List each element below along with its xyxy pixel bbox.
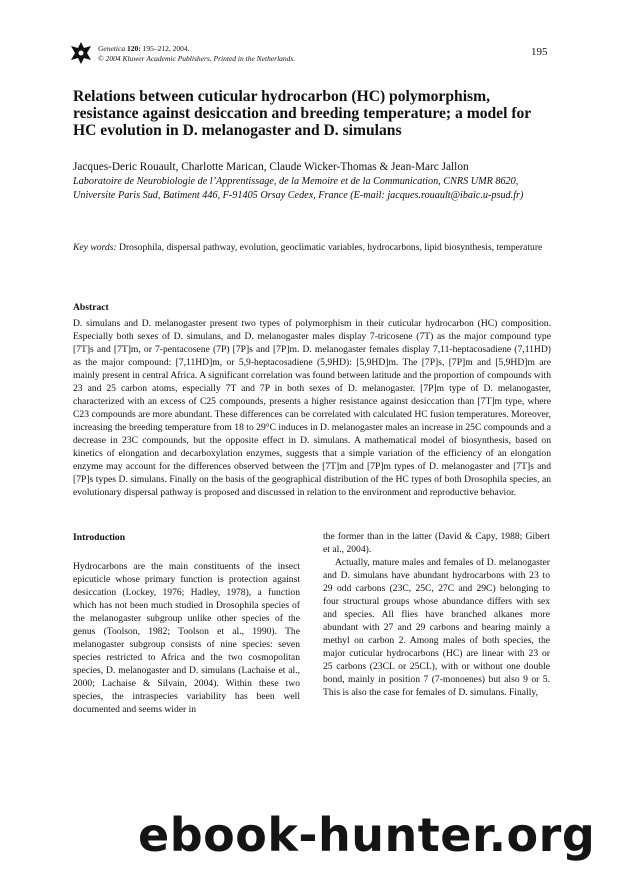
intro-right-paragraph-1: the former than in the latter (David & Capy, 1988; Gibert et al., 2004).: [323, 531, 550, 555]
intro-right-paragraph-2: Actually, mature males and females of D. melanogaster and D. simulans have abundant hydrocarbons with 23 to 29 odd carbons (23C, 25C, 27C and 29C) belonging to four structural groups whose abundance differs with sex and species. All flies have branched alkanes more abundant with 27 and 29 carbons and bearing mainly a methyl on carbon 2. Among males of both species, the major cuticular hydrocarbons (HC) are linear with 23 or 25 carbons (23CL or 25CL), with or without one double bond, mainly in position 7 (7-monoenes) but also 9 or 5. This is also the case for females of D. simulans. Finally,: [323, 557, 550, 698]
copyright-line: © 2004 Kluwer Academic Publishers. Printed in the Netherlands.: [98, 54, 296, 63]
abstract-text: D. simulans and D. melanogaster present two types of polymorphism in their cuticular hydrocarbon (HC) composition. Especially both sexes of D. simulans, and D. melanogaster males display 7-tricosene (7T) as the major compound type [7T]s and [7T]m, or 7-pentacosene (7P) [7P]s and [7P]m. D. melanogaster females display 7,11-heptacosadiene (7,11HD) as the major compound: [7,11HD]m, or 5,9-heptacosadiene (5,9HD): [5,9HD]m. The [7P]s, [7P]m and [5,9HD]m are mainly present in central Africa. A significant correlation was found between latitude and the proportion of compounds with 23 and 25 carbon atoms, especially 7T and 7P in both sexes of D. melanogaster. [7P]m type of D. melanogaster, characterized with an excess of C25 compounds, presents a higher resistance against desiccation than [7T]m type, where C23 compounds are more abundant. These differences can be correlated with calculated HC fusion temperatures. Moreover, increasing the breeding temperature from 18 to 29°C induces in D. melanogaster males an increase in 25C compounds and a decrease in 23C compounds, but the opposite effect in D. simulans. A mathematical model of biosynthesis, based on kinetics of elongation and decarboxylation enzymes, suggests that a simple variation of the efficiency of an elongation enzyme may account for the differences observed between the [7T]m and [7P]m types of D. melanogaster and [7T]s and [7P]s types D. simulans. Finally on the basis of the geographical distribution of the HC types of both Drosophila species, an evolutionary dispersal pathway is proposed and discussed in relation to the environment and reproductive behavior.: [73, 318, 551, 498]
intro-left-column: Hydrocarbons are the main constituents of the insect epicuticle whose primary function is protection against desiccation (Lockey, 1976; Hadley, 1978), a function which has not been much studied in Drosophila species of the melanogaster subgroup unlike other species of the genus (Toolson, 1982; Toolson et al., 1990). The melanogaster subgroup consists of nine species: seven species restricted to Africa and the two cosmopolitan species, D. melanogaster and D. simulans (Lachaise et al., 2000; Lachaise & Silvain, 2004). Within these two species, the intraspecies variability has been well documented and seems wider in: [73, 561, 300, 715]
authors: Jacques-Deric Rouault, Charlotte Marican, Claude Wicker-Thomas & Jean-Marc Jallon: [73, 161, 469, 173]
affiliation: Laboratoire de Neurobiologie de l’Apprentissage, de la Memoire et de la Communication, CNRS UMR 8620, Universite Paris Sud, Batiment 446, F-91405 Orsay Cedex, France (E-mail: jacques.rouault@ibaic.u-psud.fr): [73, 176, 524, 201]
keywords-label: Key words:: [73, 242, 117, 253]
journal-name: Genetica: [98, 44, 126, 53]
journal-volume: 120:: [126, 44, 141, 53]
abstract-heading: Abstract: [73, 302, 109, 313]
article-title: Relations between cuticular hydrocarbon (HC) polymorphism, resistance against desiccation and breeding temperature; a model for HC evolution in D. melanogaster and D. simulans: [73, 88, 531, 139]
publisher-logo-icon: [71, 42, 91, 64]
journal-info: [98, 44, 295, 64]
intro-right-column: [323, 530, 550, 699]
journal-pages: 195–212, 2004.: [142, 44, 190, 53]
introduction-heading: Introduction: [73, 532, 126, 543]
page-number: 195: [531, 46, 548, 58]
keywords: [73, 241, 551, 254]
keywords-text: Drosophila, dispersal pathway, evolution, geoclimatic variables, hydrocarbons, lipid biosynthesis, temperature: [119, 242, 543, 253]
watermark: ebook-hunter.org: [138, 808, 596, 862]
